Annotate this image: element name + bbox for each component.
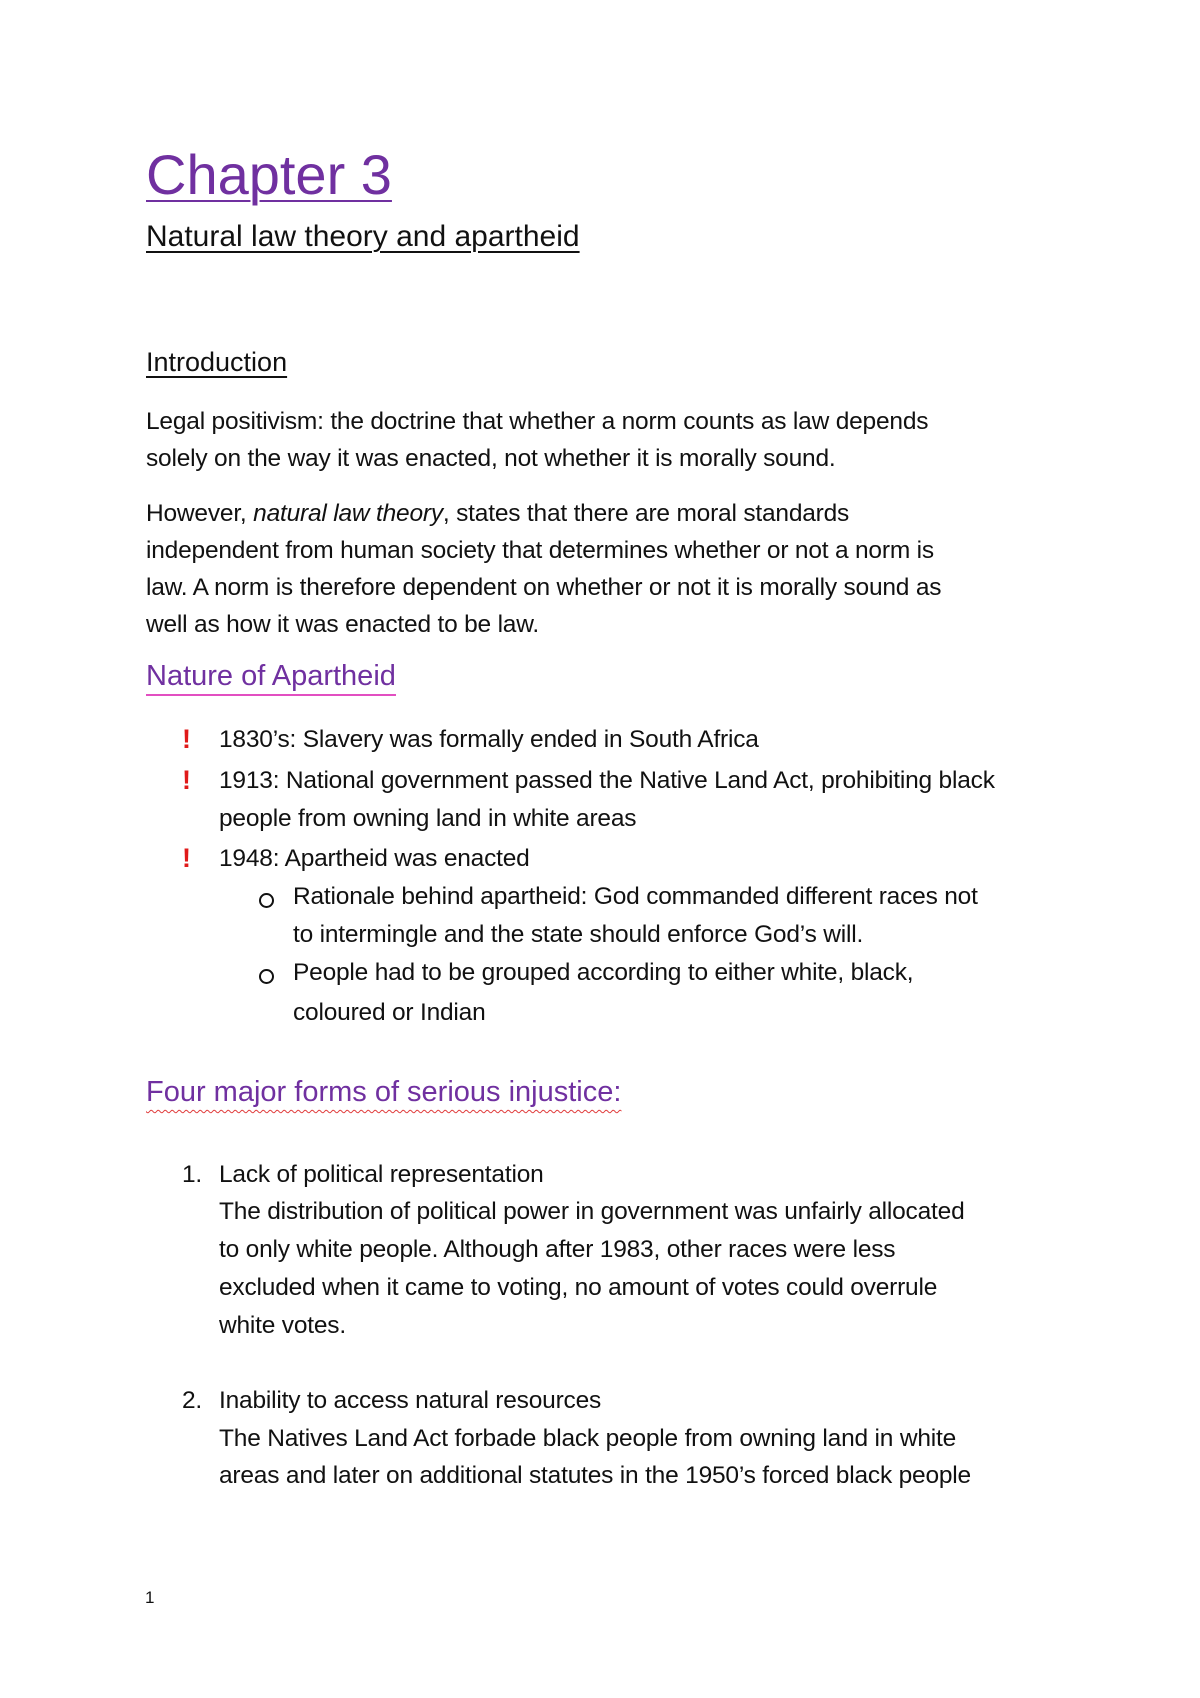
numbered-item-number: 1. bbox=[182, 1161, 203, 1188]
intro-paragraph-2-line: well as how it was enacted to be law. bbox=[146, 611, 539, 638]
intro-paragraph-2-line: independent from human society that determines whether or not a norm is bbox=[146, 537, 934, 564]
intro-lead-text: However, bbox=[146, 500, 254, 527]
numbered-item-text: excluded when it came to voting, no amount of votes could overrule bbox=[219, 1274, 938, 1301]
intro-paragraph-1-line: solely on the way it was enacted, not whether it is morally sound. bbox=[146, 445, 836, 472]
exclamation-bullet-icon: ! bbox=[182, 765, 191, 795]
bullet-item: 1948: Apartheid was enacted bbox=[219, 845, 530, 872]
numbered-item-title: Lack of political representation bbox=[219, 1161, 544, 1188]
natural-law-theory-term: natural law theory bbox=[253, 500, 443, 527]
introduction-heading: Introduction bbox=[146, 347, 288, 377]
intro-line-rest: , states that there are moral standards bbox=[442, 500, 850, 527]
numbered-item-number: 2. bbox=[182, 1387, 203, 1414]
chapter-subtitle: Natural law theory and apartheid bbox=[146, 220, 580, 253]
sub-bullet-item: Rationale behind apartheid: God commanded different races not bbox=[293, 883, 978, 910]
nature-of-apartheid-heading: Nature of Apartheid bbox=[146, 660, 396, 696]
intro-paragraph-2-line: law. A norm is therefore dependent on whether or not it is morally sound as bbox=[146, 574, 942, 601]
page-number: 1 bbox=[145, 1588, 155, 1607]
numbered-item-text: The Natives Land Act forbade black people from owning land in white bbox=[219, 1425, 957, 1452]
bullet-item: 1830’s: Slavery was formally ended in South Africa bbox=[219, 726, 759, 753]
sub-bullet-item-continuation: coloured or Indian bbox=[293, 999, 486, 1026]
hollow-circle-bullet-icon bbox=[259, 893, 274, 908]
sub-bullet-item: People had to be grouped according to either white, black, bbox=[293, 959, 914, 986]
sub-bullet-item-continuation: to intermingle and the state should enforce God’s will. bbox=[293, 921, 864, 948]
exclamation-bullet-icon: ! bbox=[182, 843, 191, 873]
numbered-item-text: The distribution of political power in government was unfairly allocated bbox=[219, 1198, 965, 1225]
numbered-item-text: white votes. bbox=[219, 1312, 346, 1339]
bullet-item: 1913: National government passed the Native Land Act, prohibiting black bbox=[219, 767, 995, 794]
numbered-item-text: to only white people. Although after 1983, other races were less bbox=[219, 1236, 896, 1263]
numbered-item-title: Inability to access natural resources bbox=[219, 1387, 602, 1414]
intro-paragraph-2-line bbox=[146, 500, 849, 528]
intro-paragraph-1-line: Legal positivism: the doctrine that whether a norm counts as law depends bbox=[146, 408, 929, 435]
hollow-circle-bullet-icon bbox=[259, 969, 274, 984]
chapter-title: Chapter 3 bbox=[146, 143, 392, 206]
four-major-forms-heading: Four major forms of serious injustice: bbox=[146, 1076, 622, 1108]
bullet-item-continuation: people from owning land in white areas bbox=[219, 805, 637, 832]
numbered-item-text: areas and later on additional statutes in the 1950’s forced black people bbox=[219, 1462, 971, 1489]
exclamation-bullet-icon: ! bbox=[182, 724, 191, 754]
